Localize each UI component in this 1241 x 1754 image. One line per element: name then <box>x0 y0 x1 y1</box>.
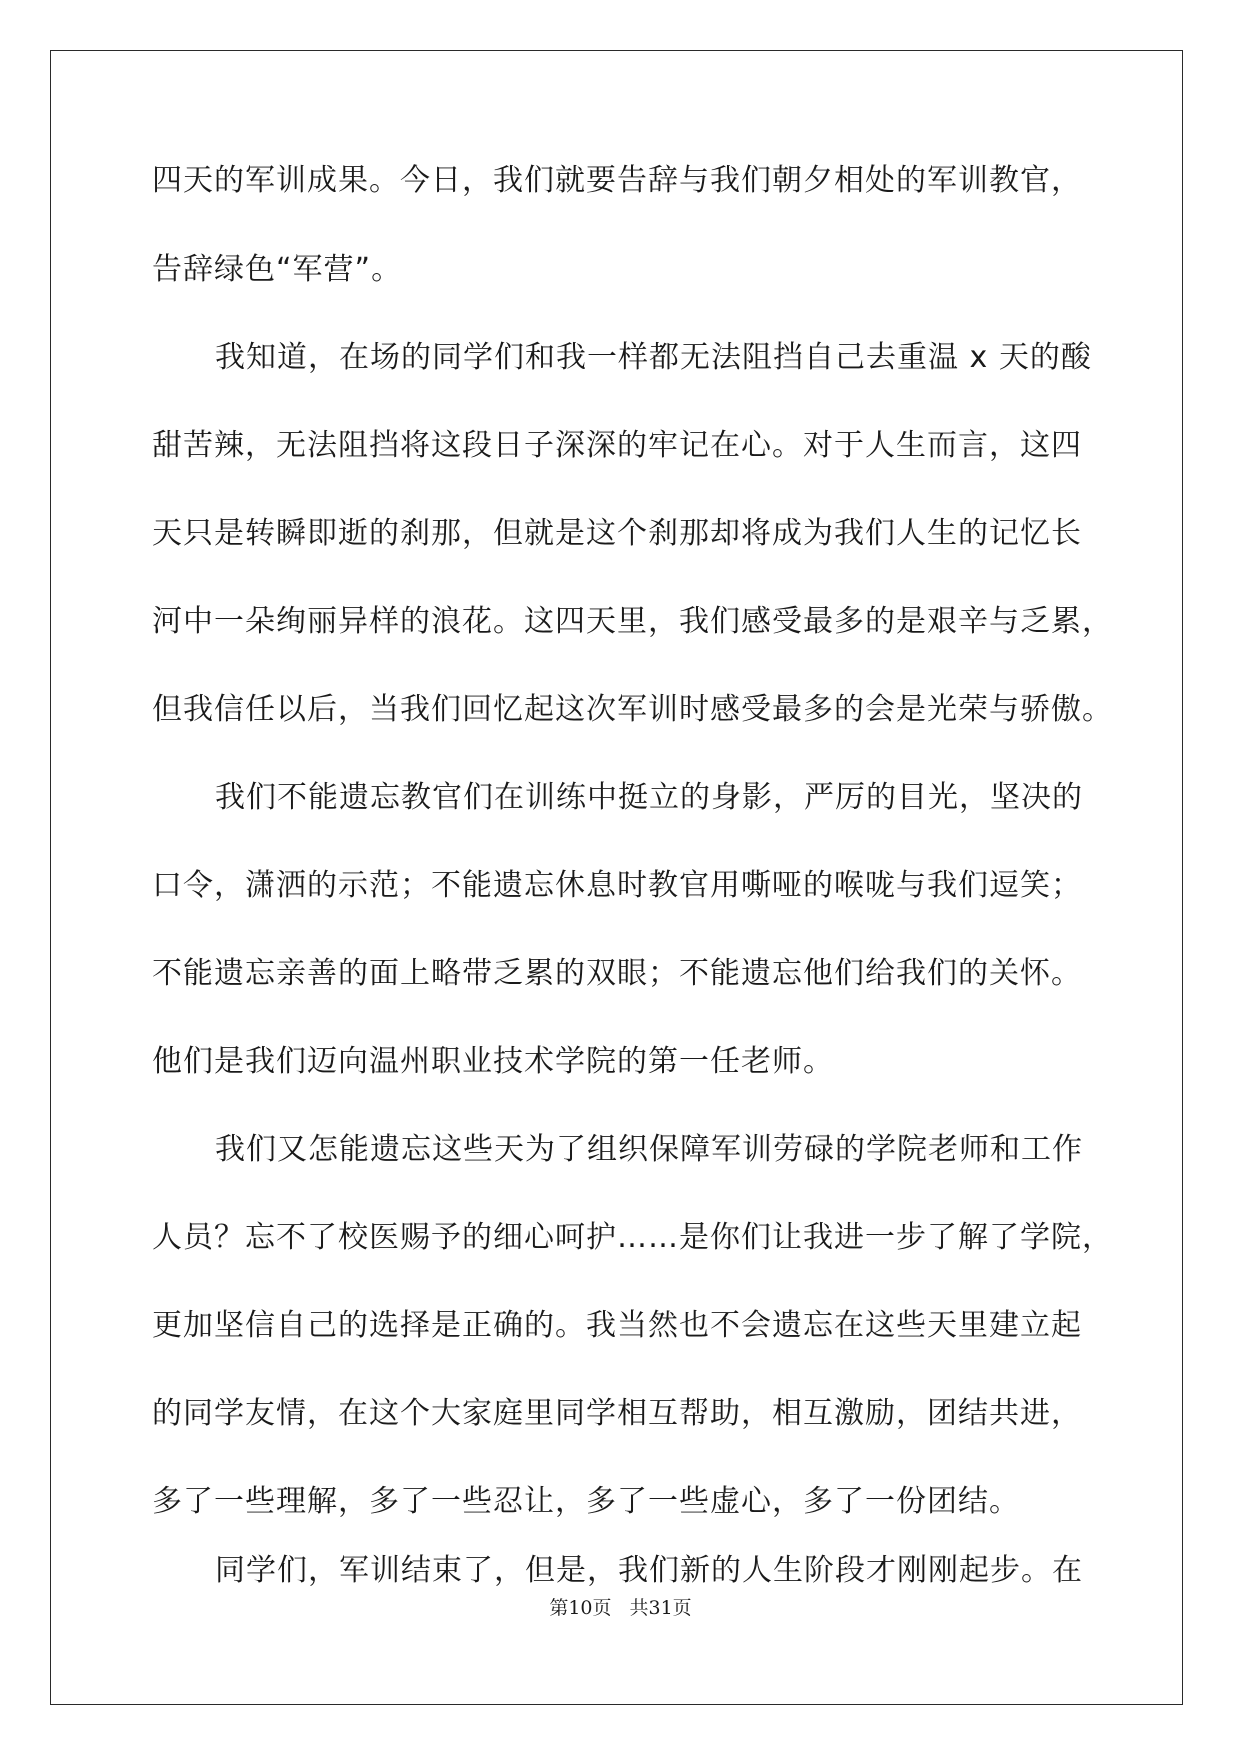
text-line: 人员？忘不了校医赐予的细心呵护……是你们让我进一步了解了学院， <box>152 1220 1113 1255</box>
paragraph-start-line: 同学们，军训结束了，但是，我们新的人生阶段才刚刚起步。在 <box>215 1553 1083 1588</box>
page-number: 第10页 <box>549 1597 612 1619</box>
text-line: 多了一些理解，多了一些忍让，多了一些虚心，多了一份团结。 <box>152 1484 1020 1519</box>
text-line: 口令，潇洒的示范；不能遗忘休息时教官用嘶哑的喉咙与我们逗笑； <box>152 868 1082 903</box>
text-line: 告辞绿色“军营”。 <box>152 252 403 287</box>
text-line: 不能遗忘亲善的面上略带乏累的双眼；不能遗忘他们给我们的关怀。 <box>152 956 1082 991</box>
paragraph-start-line: 我知道，在场的同学们和我一样都无法阻挡自己去重温 x 天的酸 <box>215 340 1092 375</box>
text-line: 但我信任以后，当我们回忆起这次军训时感受最多的会是光荣与骄傲。 <box>152 692 1113 727</box>
text-line: 四天的军训成果。今日，我们就要告辞与我们朝夕相处的军训教官， <box>152 163 1082 198</box>
paragraph-start-line: 我们不能遗忘教官们在训练中挺立的身影，严厉的目光，坚决的 <box>215 780 1083 815</box>
text-line: 他们是我们迈向温州职业技术学院的第一任老师。 <box>152 1044 834 1079</box>
text-line: 更加坚信自己的选择是正确的。我当然也不会遗忘在这些天里建立起 <box>152 1308 1082 1343</box>
text-line: 甜苦辣，无法阻挡将这段日子深深的牢记在心。对于人生而言，这四 <box>152 428 1082 463</box>
text-line: 天只是转瞬即逝的刹那，但就是这个刹那却将成为我们人生的记忆长 <box>152 516 1082 551</box>
text-line: 河中一朵绚丽异样的浪花。这四天里，我们感受最多的是艰辛与乏累， <box>152 604 1113 639</box>
total-pages: 共31页 <box>629 1597 692 1619</box>
text-line: 的同学友情，在这个大家庭里同学相互帮助，相互激励，团结共进， <box>152 1396 1082 1431</box>
paragraph-start-line: 我们又怎能遗忘这些天为了组织保障军训劳碌的学院老师和工作 <box>215 1132 1083 1167</box>
page-footer <box>0 1596 1241 1620</box>
